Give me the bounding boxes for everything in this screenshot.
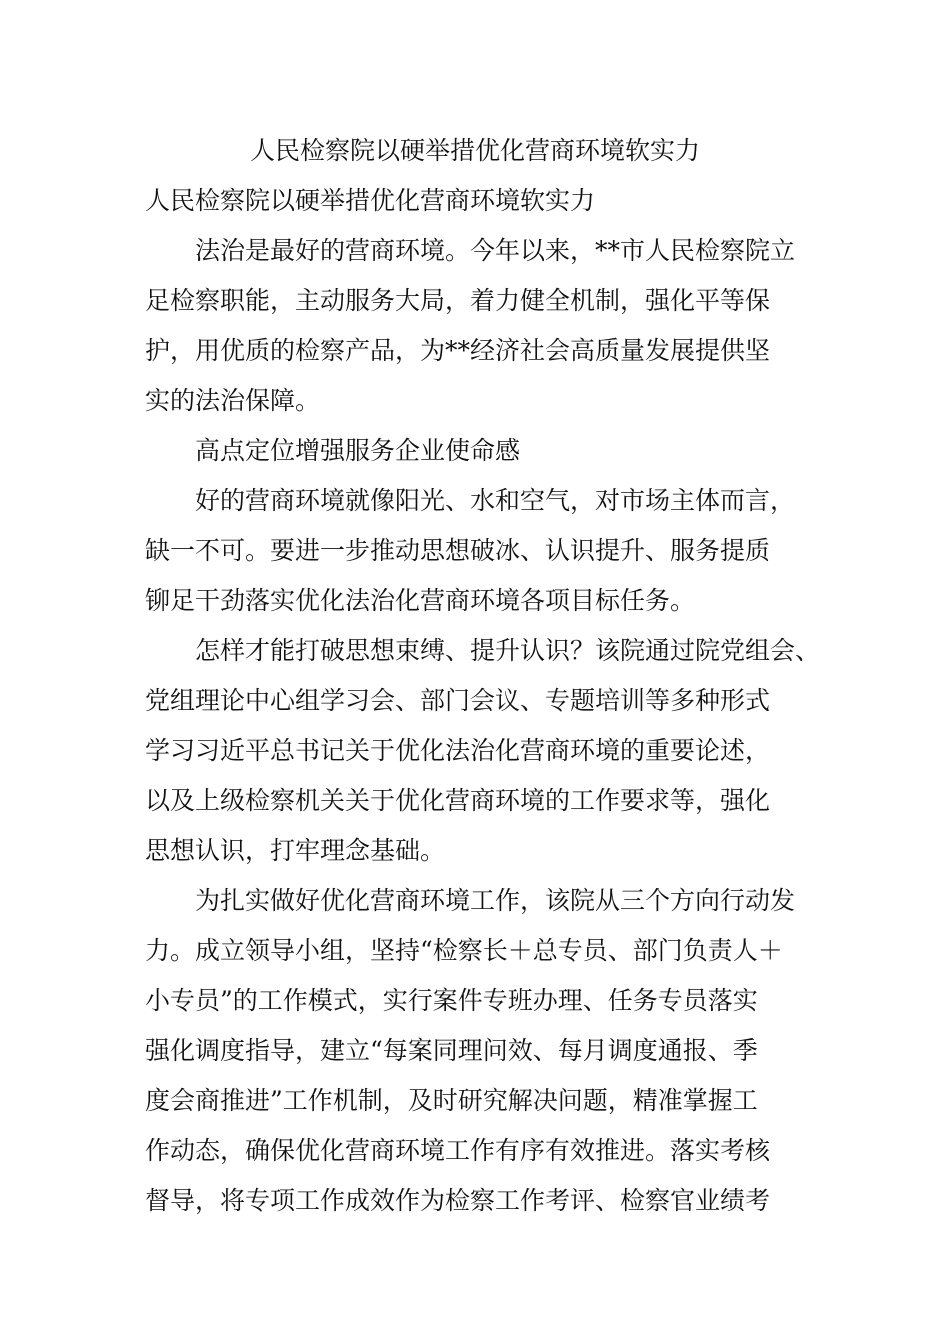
text-line: 力。成立领导小组，坚持“检察长＋总专员、部门负责人＋: [145, 936, 783, 965]
text-line: 人民检察院以硬举措优化营商环境软实力: [145, 186, 596, 215]
text-line: 法治是最好的营商环境。今年以来，**市人民检察院立: [145, 236, 796, 265]
text-line: 作动态，确保优化营商环境工作有序有效推进。落实考核: [145, 1136, 771, 1165]
text-line: 小专员”的工作模式，实行案件专班办理、任务专员落实: [145, 986, 758, 1015]
text-line: 为扎实做好优化营商环境工作，该院从三个方向行动发: [145, 886, 796, 915]
text-line: 怎样才能打破思想束缚、提升认识？该院通过院党组会、: [145, 636, 821, 665]
text-line: 以及上级检察机关关于优化营商环境的工作要求等，强化: [145, 786, 771, 815]
text-line: 缺一不可。要进一步推动思想破冰、认识提升、服务提质: [145, 536, 771, 565]
text-line: 度会商推进”工作机制，及时研究解决问题，精准掌握工: [145, 1086, 758, 1115]
text-line: 好的营商环境就像阳光、水和空气，对市场主体而言，: [145, 486, 796, 515]
text-line: 党组理论中心组学习会、部门会议、专题培训等多种形式: [145, 686, 771, 715]
text-line: 学习习近平总书记关于优化法治化营商环境的重要论述，: [145, 736, 771, 765]
text-line: 强化调度指导，建立“每案同理问效、每月调度通报、季: [145, 1036, 758, 1065]
document-title: 人民检察院以硬举措优化营商环境软实力: [249, 136, 700, 165]
text-line: 足检察职能，主动服务大局，着力健全机制，强化平等保: [145, 286, 771, 315]
text-line: 督导，将专项工作成效作为检察工作考评、检察官业绩考: [145, 1186, 771, 1215]
text-line: 实的法治保障。: [145, 386, 321, 415]
text-line: 铆足干劲落实优化法治化营商环境各项目标任务。: [145, 586, 696, 615]
text-line: 高点定位增强服务企业使命感: [145, 436, 521, 465]
text-line: 护，用优质的检察产品，为**经济社会高质量发展提供坚: [145, 336, 771, 365]
text-line: 思想认识，打牢理念基础。: [145, 836, 446, 865]
